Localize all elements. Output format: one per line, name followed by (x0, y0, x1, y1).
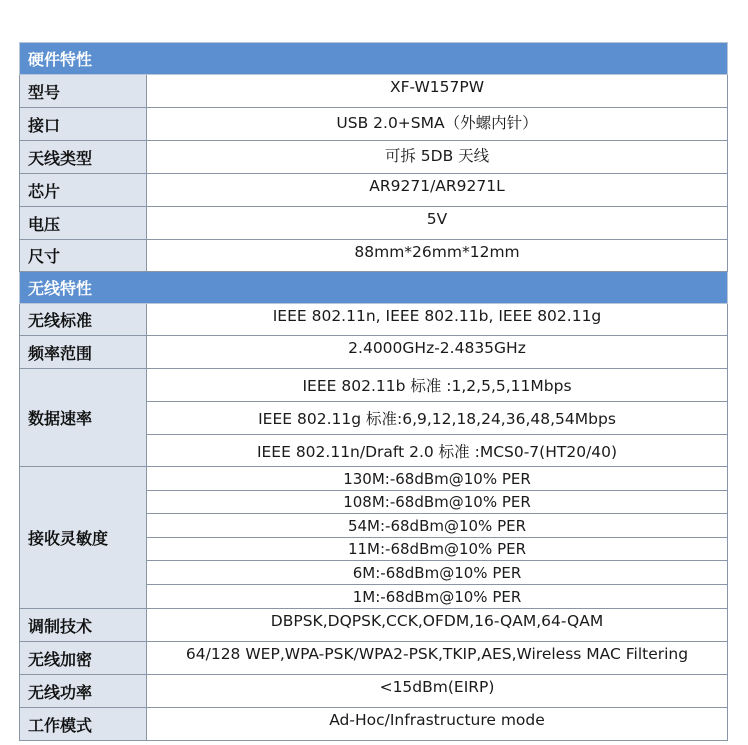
row-value: IEEE 802.11n/Draft 2.0 标准 :MCS0-7(HT20/40) (147, 435, 728, 467)
spec-table (19, 42, 728, 741)
row-label: 型号 (20, 75, 147, 108)
table-row (20, 207, 728, 240)
row-value: 54M:-68dBm@10% PER (147, 514, 728, 538)
table-row (20, 642, 728, 675)
row-value: 5V (147, 207, 728, 240)
table-row (20, 369, 728, 402)
row-label: 接口 (20, 108, 147, 141)
row-value: XF-W157PW (147, 75, 728, 108)
section-title-wireless: 无线特性 (20, 272, 728, 304)
row-label: 频率范围 (20, 336, 147, 369)
row-label: 无线标准 (20, 304, 147, 336)
row-label: 数据速率 (20, 369, 147, 467)
row-label: 接收灵敏度 (20, 467, 147, 609)
row-label: 调制技术 (20, 609, 147, 642)
row-value: 2.4000GHz-2.4835GHz (147, 336, 728, 369)
row-value: IEEE 802.11g 标准:6,9,12,18,24,36,48,54Mbps (147, 402, 728, 435)
table-row (20, 304, 728, 336)
row-value: IEEE 802.11b 标准 :1,2,5,5,11Mbps (147, 369, 728, 402)
table-row (20, 609, 728, 642)
row-value: 88mm*26mm*12mm (147, 240, 728, 272)
row-value: 6M:-68dBm@10% PER (147, 561, 728, 585)
section-title-hardware: 硬件特性 (20, 43, 728, 75)
row-label: 电压 (20, 207, 147, 240)
row-value: USB 2.0+SMA（外螺内针） (147, 108, 728, 141)
row-label: 无线加密 (20, 642, 147, 675)
table-row (20, 108, 728, 141)
section-header-row (20, 272, 728, 304)
row-value: 可拆 5DB 天线 (147, 141, 728, 174)
table-row (20, 240, 728, 272)
table-row (20, 174, 728, 207)
row-label: 天线类型 (20, 141, 147, 174)
row-value: <15dBm(EIRP) (147, 675, 728, 708)
table-row (20, 675, 728, 708)
table-row (20, 467, 728, 491)
row-value: 1M:-68dBm@10% PER (147, 585, 728, 609)
row-value: 108M:-68dBm@10% PER (147, 491, 728, 514)
row-value: 64/128 WEP,WPA-PSK/WPA2-PSK,TKIP,AES,Wireless MAC Filtering (147, 642, 728, 675)
table-row (20, 141, 728, 174)
row-value: Ad-Hoc/Infrastructure mode (147, 708, 728, 741)
row-value: AR9271/AR9271L (147, 174, 728, 207)
table-row (20, 75, 728, 108)
row-value: 11M:-68dBm@10% PER (147, 538, 728, 561)
top-whitespace (0, 0, 748, 42)
row-value: 130M:-68dBm@10% PER (147, 467, 728, 491)
row-label: 尺寸 (20, 240, 147, 272)
row-value: IEEE 802.11n, IEEE 802.11b, IEEE 802.11g (147, 304, 728, 336)
table-row (20, 336, 728, 369)
row-label: 芯片 (20, 174, 147, 207)
row-label: 工作模式 (20, 708, 147, 741)
row-value: DBPSK,DQPSK,CCK,OFDM,16-QAM,64-QAM (147, 609, 728, 642)
table-row (20, 708, 728, 741)
section-header-row (20, 43, 728, 75)
row-label: 无线功率 (20, 675, 147, 708)
